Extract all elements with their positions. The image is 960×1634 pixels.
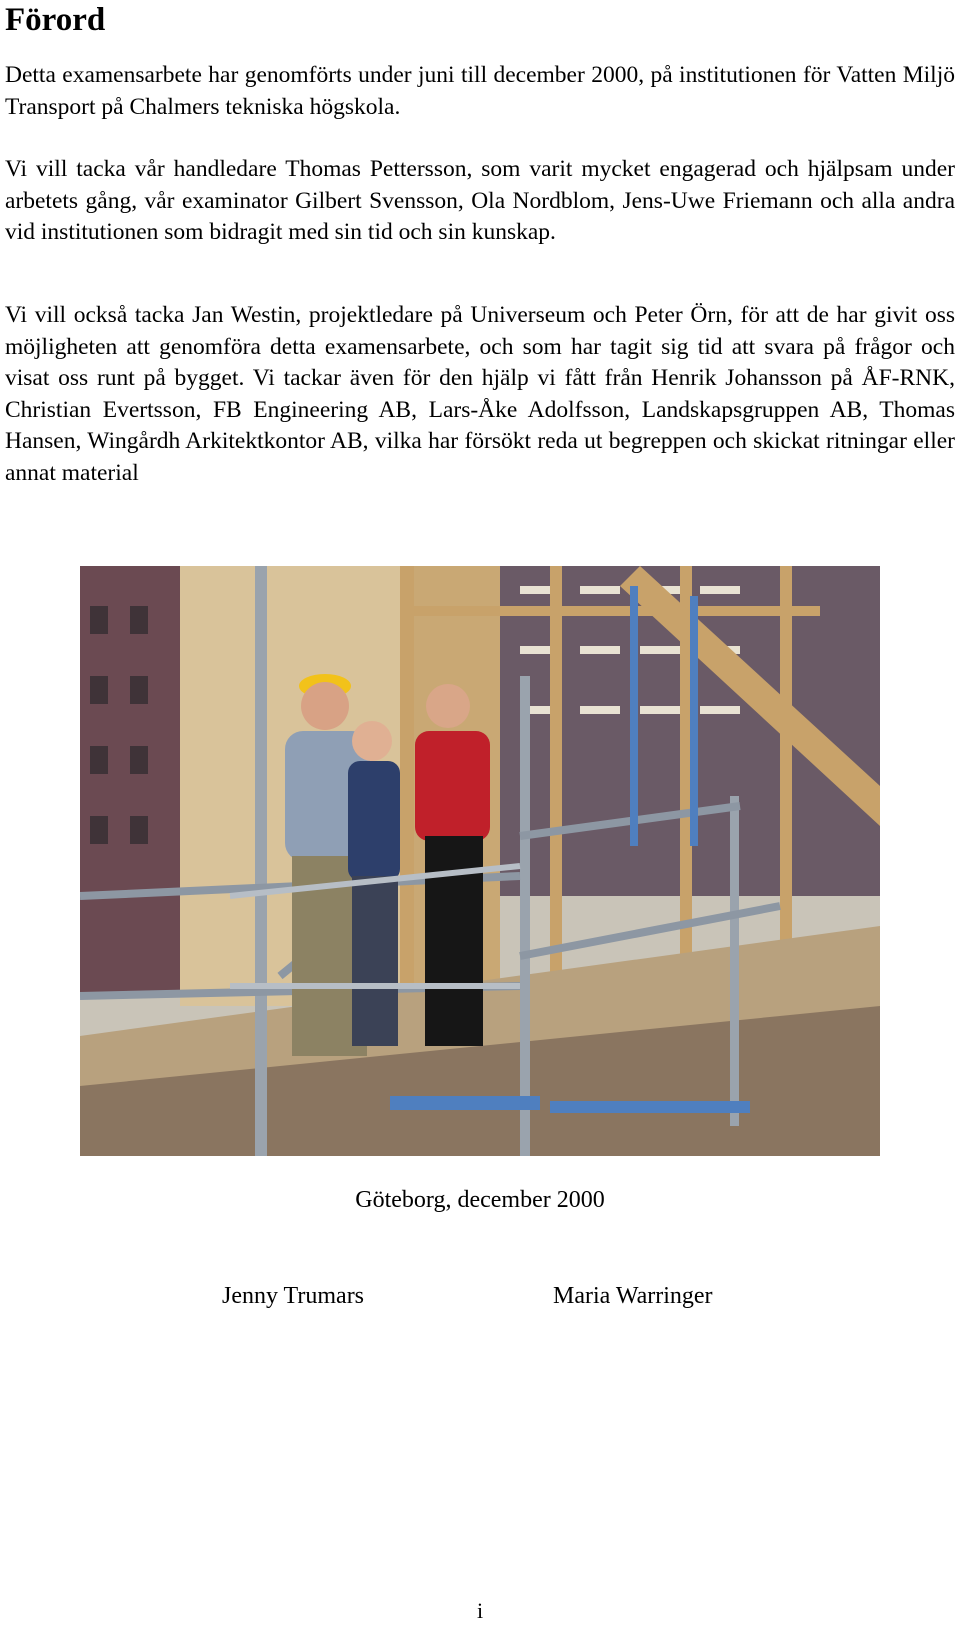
paragraph-intro: Detta examensarbete har genomförts under juni till december 2000, på institutionen för Vatten Miljö Transport på Chalmers tekniska högskola. <box>5 62 955 120</box>
construction-site-photo <box>80 566 880 1156</box>
paragraph-thanks-partners: Vi vill också tacka Jan Westin, projektledare på Universeum och Peter Örn, för att de har givit oss möjligheten att genomföra detta examensarbete, och som har tagit sig tid att svara på frågor och visat oss runt på bygget. Vi tackar även för den hjälp vi fått från Henrik Johansson på ÅF-RNK, Christian Evertsson, FB Engineering AB, Lars-Åke Adolfsson, Landskapsgruppen AB, Thomas Hansen, Wingårdh Arkitektkontor AB, vilka har försökt reda ut begreppen och skickat ritningar eller annat material <box>5 302 955 486</box>
paragraph-thanks-supervisors: Vi vill tacka vår handledare Thomas Pettersson, som varit mycket engagerad och hjälpsam under arbetets gång, vår examinator Gilbert Svensson, Ola Nordblom, Jens-Uwe Friemann och alla andra vid institutionen som bidragit med sin tid och sin kunskap. <box>5 156 955 245</box>
signature-author-2: Maria Warringer <box>553 1283 713 1309</box>
signature-author-1: Jenny Trumars <box>222 1283 365 1309</box>
page-number: i <box>476 1598 484 1623</box>
place-and-date: Göteborg, december 2000 <box>355 1187 605 1213</box>
page-title: Förord <box>5 2 106 38</box>
photo-illustration <box>80 566 880 1156</box>
